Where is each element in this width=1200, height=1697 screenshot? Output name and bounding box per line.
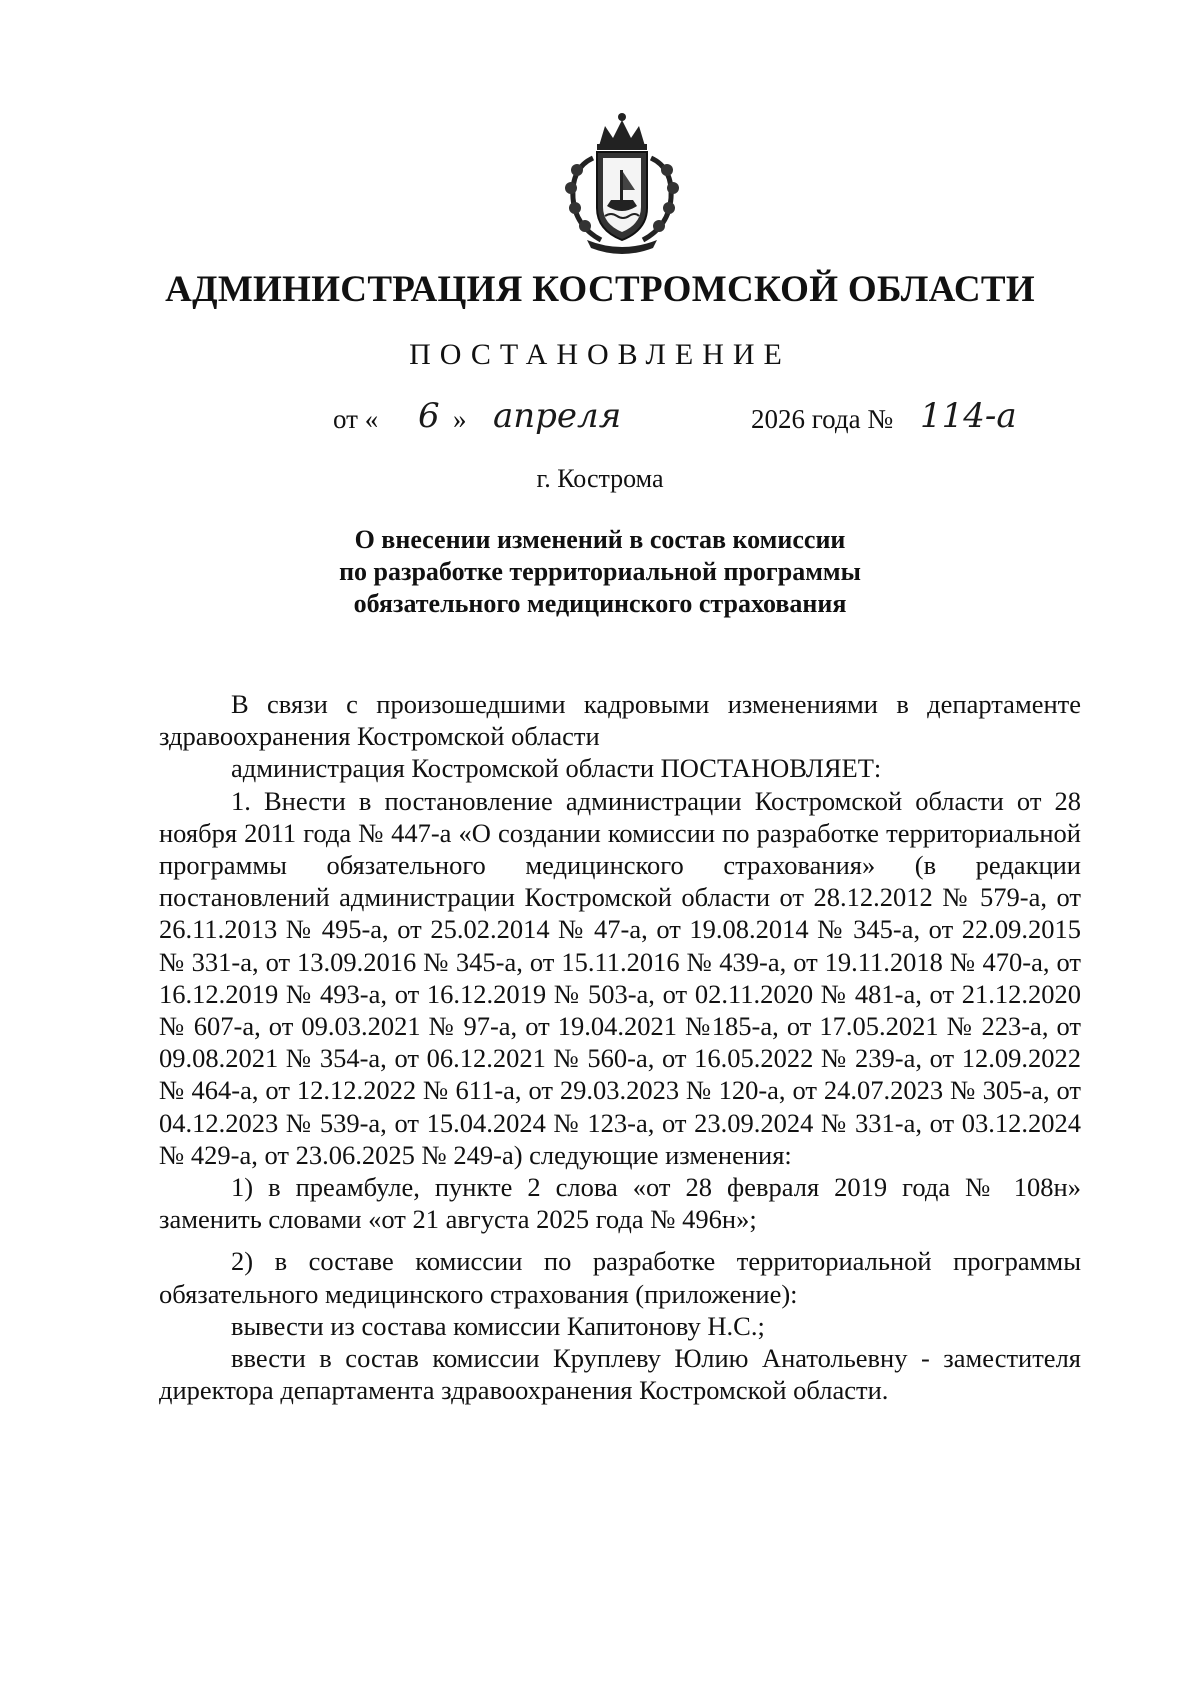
organization-title: АДМИНИСТРАЦИЯ КОСТРОМСКОЙ ОБЛАСТИ <box>165 269 1035 310</box>
date-month-handwritten: апреля <box>493 396 622 436</box>
date-close-quote: » <box>453 404 467 434</box>
body-paragraph-subitem-2: 2) в составе комиссии по разработке территориальной программы обязательного медицинского страхования (приложение): <box>159 1246 1081 1309</box>
city: г. Кострома <box>536 464 664 493</box>
body-paragraph-item-1: 1. Внести в постановление администрации Костромской области от 28 ноября 2011 года № 447-а «О создании комиссии по разработке территориальной программы обязательного медицинского страхования» (в редакции постановлений администрации Костромской области от 28.12.2012 № 579-а, от 26.11.2013 № 495-а, от 25.02.2014 № 47-а, от 19.08.2014 № 345-а, от 22.09.2015 № 331-а, от 13.09.2016 № 345-а, от 15.11.2016 № 439-а, от 19.11.2018 № 470-а, от 16.12.2019 № 493-а, от 16.12.2019 № 503-а, от 02.11.2020 № 481-а, от 21.12.2020 № 607-а, от 09.03.2021 № 97-а, от 19.04.2021 №185-а, от 17.05.2021 № 223-а, от 09.08.2021 № 354-а, от 06.12.2021 № 560-а, от 16.05.2022 № 239-а, от 12.09.2022 № 464-а, от 12.12.2022 № 611-а, от 29.03.2023 № 120-а, от 24.07.2023 № 305-а, от 04.12.2023 № 539-а, от 15.04.2024 № 123-а, от 23.09.2024 № 331-а, от 03.12.2024 № 429-а, от 23.06.2025 № 249-а) следующие изменения: <box>159 785 1081 1170</box>
subject-line: О внесении изменений в состав комиссии <box>354 525 846 554</box>
document-body <box>159 688 1081 1406</box>
date-year-label: 2026 года № <box>751 404 894 434</box>
body-paragraph-preamble: В связи с произошедшими кадровыми изменениями в департаменте здравоохранения Костромской области <box>159 689 1081 752</box>
document-number-handwritten: 114-а <box>920 396 1017 436</box>
date-prefix: от « <box>333 404 379 434</box>
body-paragraph-add-member: ввести в состав комиссии Круплеву Юлию Анатольевну - заместителя директора департамента здравоохранения Костромской области. <box>159 1343 1081 1406</box>
date-day-handwritten: 6 <box>418 396 440 436</box>
body-paragraph-remove-member: вывести из состава комиссии Капитонову Н.С.; <box>231 1310 765 1341</box>
subject-line: по разработке территориальной программы <box>339 557 861 586</box>
coat-of-arms-emblem <box>547 108 697 258</box>
subject-line: обязательного медицинского страхования <box>353 589 847 618</box>
date-number-line <box>0 396 1200 446</box>
body-paragraph-resolves: администрация Костромской области ПОСТАНОВЛЯЕТ: <box>231 753 882 784</box>
document-type: ПОСТАНОВЛЕНИЕ <box>409 338 791 371</box>
body-paragraph-subitem-1: 1) в преамбуле, пункте 2 слова «от 28 февраля 2019 года № 108н» заменить словами «от 21 августа 2025 года № 496н»; <box>159 1172 1081 1235</box>
document-subject <box>0 524 1200 620</box>
